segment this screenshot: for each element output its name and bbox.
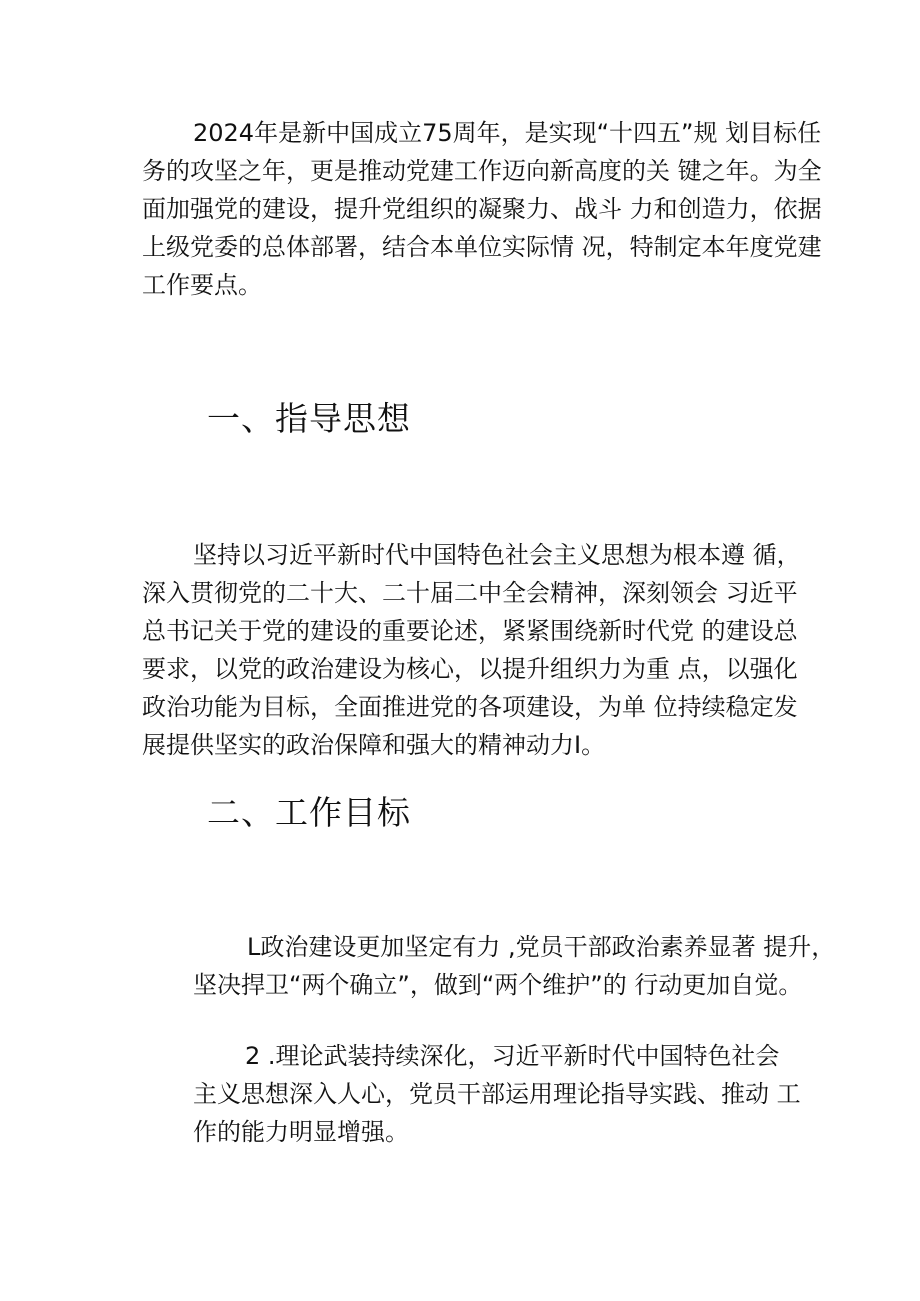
- section1-line: 坚持以习近平新时代中国特色社会主义思想为根本遵 循，: [193, 541, 801, 569]
- section1-line: 总书记关于党的建设的重要论述，紧紧围绕新时代党 的建设总: [142, 617, 798, 645]
- goal-item-1-line: 坚决捍卫“两个确立”，做到“两个维护”的 行动更加自觉。: [193, 971, 803, 999]
- intro-line: 2024年是新中国成立75周年，是实现“十四五”规 划目标任: [193, 119, 822, 147]
- section1-line: 政治功能为目标，全面推进党的各项建设，为单 位持续稳定发: [142, 693, 798, 721]
- section1-line: 要求，以党的政治建设为核心，以提升组织力为重 点，以强化: [142, 655, 798, 683]
- goal-item-1-line: L政治建设更加坚定有力 ,党员干部政治素养显著 提升，: [247, 933, 836, 961]
- section-heading-guiding-ideology: 一、指导思想: [207, 399, 411, 438]
- section1-line: 深入贯彻党的二十大、二十届二中全会精神，深刻领会 习近平: [142, 579, 798, 607]
- intro-line: 务的攻坚之年，更是推动党建工作迈向新高度的关 键之年。为全: [142, 157, 822, 185]
- intro-line: 上级党委的总体部署，结合本单位实际情 况，特制定本年度党建: [142, 233, 822, 261]
- intro-line: 面加强党的建设，提升党组织的凝聚力、战斗 力和创造力，依据: [142, 195, 822, 223]
- goal-item-2-line: 主义思想深入人心，党员干部运用理论指导实践、推动 工: [193, 1080, 801, 1108]
- goal-item-2-line: 2 .理论武装持续深化，习近平新时代中国特色社会: [245, 1042, 780, 1070]
- section1-line: 展提供坚实的政治保障和强大的精神动力I。: [142, 731, 606, 759]
- section-heading-work-goals: 二、工作目标: [207, 793, 411, 832]
- goal-item-2-line: 作的能力明显增强。: [193, 1118, 409, 1146]
- intro-line: 工作要点。: [142, 271, 262, 299]
